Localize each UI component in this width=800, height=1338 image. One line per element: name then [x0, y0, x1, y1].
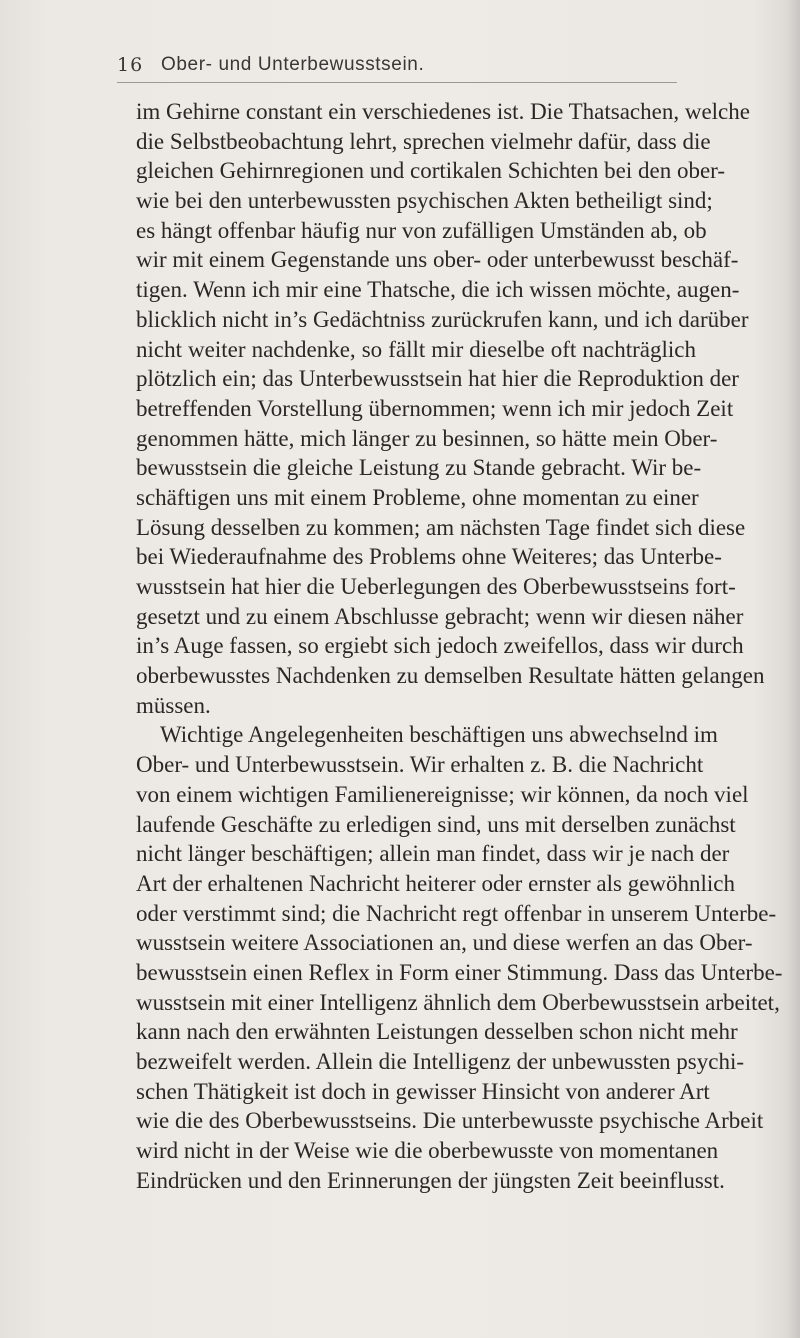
page-edge-shadow — [786, 0, 800, 1338]
text-line: wusstsein weitere Associationen an, und diese werfen an das Ober- — [136, 930, 753, 956]
paragraph-start-line: Wichtige Angelegenheiten beschäftigen uns abwechselnd im — [160, 722, 718, 748]
text-line: wie bei den unterbewussten psychischen Akten betheiligt sind; — [136, 188, 713, 214]
text-line: bei Wiederaufnahme des Problems ohne Weiteres; das Unterbe- — [136, 544, 722, 570]
text-line: schen Thätigkeit ist doch in gewisser Hinsicht von anderer Art — [136, 1078, 710, 1104]
text-line: gesetzt und zu einem Abschlusse gebracht; wenn wir diesen näher — [136, 603, 744, 629]
text-line: von einem wichtigen Familienereignisse; wir können, da noch viel — [136, 781, 749, 807]
text-line: die Selbstbeobachtung lehrt, sprechen vielmehr dafür, dass die — [136, 128, 711, 154]
text-line: tigen. Wenn ich mir eine Thatsche, die ich wissen möchte, augen- — [136, 277, 740, 303]
text-line: wird nicht in der Weise wie die oberbewusste von momentanen — [136, 1138, 719, 1164]
text-line: genommen hätte, mich länger zu besinnen, so hätte mein Ober- — [136, 425, 718, 451]
text-line: nicht länger beschäftigen; allein man findet, dass wir je nach der — [136, 841, 730, 867]
text-line: betreffenden Vorstellung übernommen; wenn ich mir jedoch Zeit — [136, 395, 734, 421]
text-line: gleichen Gehirnregionen und cortikalen Schichten bei den ober- — [136, 158, 726, 184]
running-title: Ober- und Unterbewusstsein. — [161, 54, 425, 75]
text-line: es hängt offenbar häufig nur von zufälligen Umständen ab, ob — [136, 217, 707, 243]
text-line: in’s Auge fassen, so ergiebt sich jedoch zweifellos, dass wir durch — [136, 633, 744, 659]
running-head — [117, 54, 677, 84]
header-rule — [117, 82, 677, 83]
paragraph-end-line: müssen. — [136, 692, 211, 718]
body-text — [136, 97, 783, 1195]
text-line: Ober- und Unterbewusstsein. Wir erhalten z. B. die Nachricht — [136, 752, 704, 778]
text-line: im Gehirne constant ein verschiedenes ist. Die Thatsachen, welche — [136, 99, 750, 124]
text-line: wusstsein mit einer Intelligenz ähnlich dem Oberbewusstsein arbeitet, — [136, 989, 780, 1015]
page-number: 16 — [117, 54, 144, 76]
text-line: wir mit einem Gegenstande uns ober- oder unterbewusst beschäf- — [136, 247, 739, 273]
text-line: schäftigen uns mit einem Probleme, ohne momentan zu einer — [136, 484, 699, 510]
text-line: wie die des Oberbewusstseins. Die unterbewusste psychische Arbeit — [136, 1108, 764, 1134]
text-line: nicht weiter nachdenke, so fällt mir dieselbe oft nachträglich — [136, 336, 696, 362]
text-line: oder verstimmt sind; die Nachricht regt offenbar in unserem Unterbe- — [136, 900, 777, 926]
text-line: plötzlich ein; das Unterbewusstsein hat hier die Reproduktion der — [136, 366, 739, 392]
text-line: Art der erhaltenen Nachricht heiterer oder ernster als gewöhnlich — [136, 870, 735, 896]
text-line: wusstsein hat hier die Ueberlegungen des Oberbewusstseins fort- — [136, 574, 736, 599]
paragraph-end-line: Eindrücken und den Erinnerungen der jüngsten Zeit beeinflusst. — [136, 1167, 725, 1193]
text-line: laufende Geschäfte zu erledigen sind, uns mit derselben zunächst — [136, 811, 736, 837]
text-line: bewusstsein die gleiche Leistung zu Stande gebracht. Wir be- — [136, 455, 702, 481]
text-line: kann nach den erwähnten Leistungen desselben schon nicht mehr — [136, 1019, 738, 1045]
text-line: blicklich nicht in’s Gedächtniss zurückrufen kann, und ich darüber — [136, 306, 749, 332]
text-line: oberbewusstes Nachdenken zu demselben Resultate hätten gelangen — [136, 663, 765, 689]
text-line: bezweifelt werden. Allein die Intelligenz der unbewussten psychi- — [136, 1049, 745, 1074]
text-line: Lösung desselben zu kommen; am nächsten Tage findet sich diese — [136, 514, 746, 540]
text-line: bewusstsein einen Reflex in Form einer Stimmung. Dass das Unterbe- — [136, 959, 783, 985]
